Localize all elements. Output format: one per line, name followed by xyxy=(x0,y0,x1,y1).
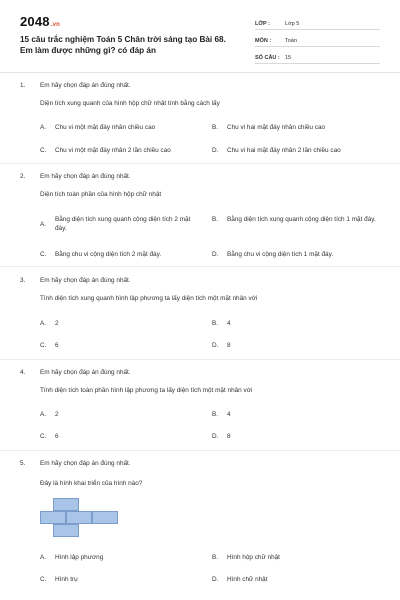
net-face-top xyxy=(53,498,79,511)
option-text: 8 xyxy=(227,342,231,349)
question-text: Tính diện tích toàn phần hình lập phương ta lấy diện tích một mặt nhân với xyxy=(40,387,253,394)
option-letter: D. xyxy=(212,147,219,154)
meta-value: Toán xyxy=(285,38,297,44)
answer-option-a[interactable] xyxy=(40,319,205,328)
answer-option-d[interactable] xyxy=(212,341,377,350)
question-instruction: Em hãy chọn đáp án đúng nhất. xyxy=(40,173,131,180)
option-letter: C. xyxy=(40,576,47,583)
meta-label: SỐ CÂU : xyxy=(255,55,280,61)
answer-option-a[interactable] xyxy=(40,215,200,233)
option-letter: A. xyxy=(40,411,47,418)
answer-option-c[interactable] xyxy=(40,575,205,584)
option-letter: D. xyxy=(212,433,219,440)
answer-option-a[interactable] xyxy=(40,123,205,132)
option-text: Hình chữ nhật xyxy=(227,576,268,583)
answer-option-d[interactable] xyxy=(212,575,377,584)
option-text: 4 xyxy=(227,411,231,418)
header-divider xyxy=(0,72,400,73)
answer-option-b[interactable] xyxy=(212,553,377,562)
option-letter: D. xyxy=(212,251,219,258)
question-number: 4. xyxy=(20,369,26,376)
option-letter: C. xyxy=(40,342,47,349)
net-face-bottom xyxy=(53,524,79,537)
question-text: Tính diện tích xung quanh hình lập phương ta lấy diện tích một mặt nhân với xyxy=(40,295,258,302)
meta-box xyxy=(255,16,380,67)
answer-option-d[interactable] xyxy=(212,432,377,441)
option-letter: B. xyxy=(212,554,219,561)
question-text: Diện tích xung quanh của hình hộp chữ nhật tính bằng cách lấy xyxy=(40,100,220,107)
option-text: Bằng diện tích xung quanh cộng diện tích 2 mặt đáy. xyxy=(55,216,191,232)
box-net-figure xyxy=(40,498,120,540)
option-text: Bằng chu vi cộng diện tích 2 mặt đáy. xyxy=(55,251,162,258)
option-letter: D. xyxy=(212,576,219,583)
question-instruction: Em hãy chọn đáp án đúng nhất. xyxy=(40,82,131,89)
option-text: Bằng chu vi cộng diện tích 1 mặt đáy. xyxy=(227,251,334,258)
answer-option-d[interactable] xyxy=(212,250,377,259)
answer-option-c[interactable] xyxy=(40,146,205,155)
question-number: 3. xyxy=(20,277,26,284)
option-text: 6 xyxy=(55,433,59,440)
option-text: Chu vi một mặt đáy nhân chiều cao xyxy=(55,124,156,131)
option-letter: A. xyxy=(40,554,47,561)
question-instruction: Em hãy chọn đáp án đúng nhất. xyxy=(40,460,131,467)
option-text: 8 xyxy=(227,433,231,440)
logo-number: 2048 xyxy=(20,14,50,29)
option-text: 2 xyxy=(55,411,59,418)
meta-value: Lớp 5 xyxy=(285,21,300,27)
question-text: Diện tích toàn phần của hình hộp chữ nhật xyxy=(40,191,162,198)
meta-label: MÔN : xyxy=(255,38,272,44)
option-text: 4 xyxy=(227,320,231,327)
option-letter: C. xyxy=(40,433,47,440)
option-text: 6 xyxy=(55,342,59,349)
option-text: Chu vi hai mặt đáy nhân 2 lần chiều cao xyxy=(227,147,341,154)
net-face-left xyxy=(40,511,66,524)
question-divider xyxy=(0,266,400,267)
question-number: 5. xyxy=(20,460,26,467)
answer-option-a[interactable] xyxy=(40,410,205,419)
option-text: Bằng diện tích xung quanh cộng diện tích 1 mặt đáy. xyxy=(227,216,376,223)
net-face-center xyxy=(66,511,92,524)
answer-option-d[interactable] xyxy=(212,146,377,155)
option-letter: C. xyxy=(40,251,47,258)
option-text: Hình lập phương xyxy=(55,554,104,561)
option-letter: A. xyxy=(40,220,47,228)
option-text: Hình trụ xyxy=(55,576,78,583)
question-divider xyxy=(0,450,400,451)
option-letter: B. xyxy=(212,124,219,131)
meta-label: LỚP : xyxy=(255,21,270,27)
question-divider xyxy=(0,359,400,360)
answer-option-a[interactable] xyxy=(40,553,205,562)
option-text: Chu vi một mặt đáy nhân 2 lần chiều cao xyxy=(55,147,171,154)
question-instruction: Em hãy chọn đáp án đúng nhất. xyxy=(40,277,131,284)
question-number: 2. xyxy=(20,173,26,180)
question-divider xyxy=(0,163,400,164)
option-letter: A. xyxy=(40,320,47,327)
option-letter: C. xyxy=(40,147,47,154)
meta-value: 15 xyxy=(285,55,292,61)
answer-option-b[interactable] xyxy=(212,410,377,419)
question-instruction: Em hãy chọn đáp án đúng nhất. xyxy=(40,369,131,376)
header xyxy=(20,12,380,68)
meta-row-count xyxy=(255,50,380,64)
meta-row-subject xyxy=(255,33,380,47)
answer-option-c[interactable] xyxy=(40,341,205,350)
site-logo[interactable] xyxy=(20,14,60,29)
answer-option-b[interactable] xyxy=(212,319,377,328)
meta-row-class xyxy=(255,16,380,30)
option-letter: B. xyxy=(212,411,219,418)
option-letter: B. xyxy=(212,320,219,327)
option-letter: D. xyxy=(212,342,219,349)
answer-option-b[interactable] xyxy=(212,215,377,224)
logo-suffix: .vn xyxy=(50,22,61,28)
option-text: 2 xyxy=(55,320,59,327)
option-letter: B. xyxy=(212,216,219,223)
document-title: 15 câu trắc nghiệm Toán 5 Chân trời sáng tạo Bài 68. Em làm được những gì? có đáp án xyxy=(20,35,226,55)
option-text: Hình hộp chữ nhật xyxy=(227,554,280,561)
option-text: Chu vi hai mặt đáy nhân chiều cao xyxy=(227,124,326,131)
answer-option-c[interactable] xyxy=(40,432,205,441)
net-face-right xyxy=(92,511,118,524)
answer-option-b[interactable] xyxy=(212,123,377,132)
question-text: Đây là hình khai triển của hình nào? xyxy=(40,480,143,487)
question-number: 1. xyxy=(20,82,26,89)
option-letter: A. xyxy=(40,124,47,131)
answer-option-c[interactable] xyxy=(40,250,205,259)
